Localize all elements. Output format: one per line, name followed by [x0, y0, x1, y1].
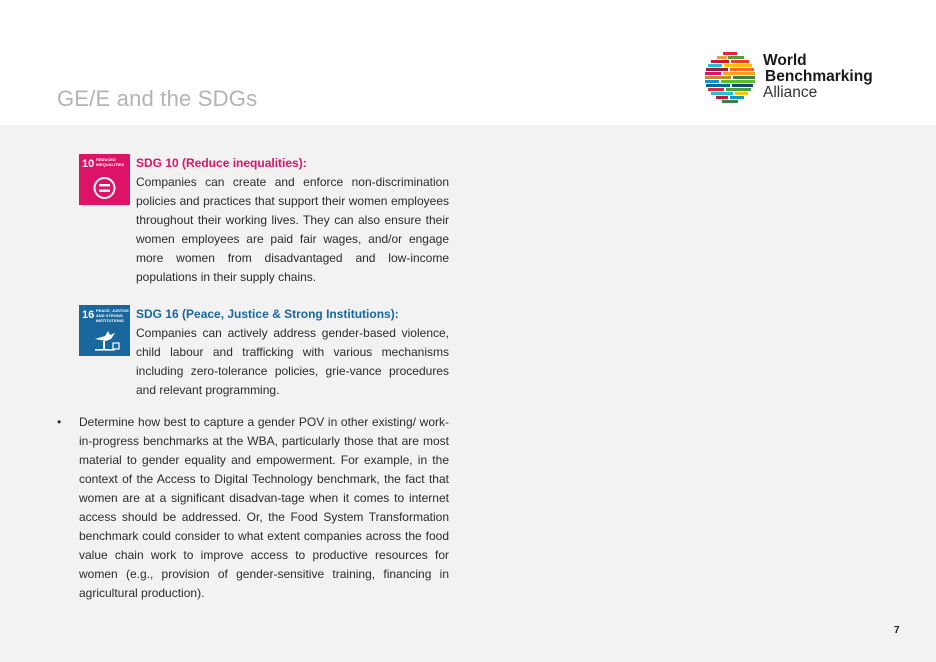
sdg16-heading: SDG 16 (Peace, Justice & Strong Institutions): [136, 307, 399, 321]
sdg16-icon-label-3: INSTITUTIONS [96, 318, 124, 323]
sdg10-body [136, 154, 449, 287]
logo-line-3: Alliance [763, 84, 818, 101]
page-header [0, 0, 936, 125]
logo-line-1: World [763, 52, 807, 69]
sdg10-icon-number: 10 [82, 158, 95, 170]
sdg16-icon-label-2: AND STRONG [96, 313, 123, 318]
sdg16-peace-justice-icon [79, 305, 130, 356]
wba-logo [705, 50, 895, 106]
sdg16-body [136, 305, 449, 400]
bullet-text: Determine how best to capture a gender POV in other existing/ work-in-progress benchmarks at the WBA, particularly those that are most material to gender equality and empowerment. For example, in the context of the Access to Digital Technology benchmark, the fact that women are at a significant disadvan-tage when it comes to internet access should be addressed. Or, the Food System Transformation benchmark could consider to what extent companies across the food value chain work to improve access to productive resources for women (e.g., provision of gender-sensitive training, financing in agricultural production). [79, 415, 449, 600]
sdg16-icon-number: 16 [82, 309, 95, 321]
section-title: GE/E and the SDGs [57, 86, 258, 111]
sdg10-reduced-inequalities-icon [79, 154, 130, 205]
sdg10-icon-label-2: INEQUALITIES [96, 162, 125, 167]
wba-logo-mark-icon [705, 50, 757, 104]
sdg10-text: Companies can create and enforce non-discrimination policies and practices that support their women employees throughout their working lives. They can also ensure their women employees are paid fair wages, and/or engage more women from disadvantaged and low-income populations in their supply chains. [136, 175, 449, 284]
bullet-marker: • [57, 415, 62, 429]
sdg10-icon-label-1: REDUCED [96, 157, 116, 162]
sdg10-heading: SDG 10 (Reduce inequalities): [136, 156, 307, 170]
logo-line-2: Benchmarking [765, 68, 873, 85]
sdg16-icon-label-1: PEACE, JUSTICE [96, 308, 129, 313]
sdg16-text: Companies can actively address gender-based violence, child labour and trafficking with various mechanisms including zero-tolerance policies, grie-vance procedures and relevant programming. [136, 326, 449, 397]
wba-logo-text [763, 53, 873, 101]
page-number: 7 [894, 625, 900, 636]
